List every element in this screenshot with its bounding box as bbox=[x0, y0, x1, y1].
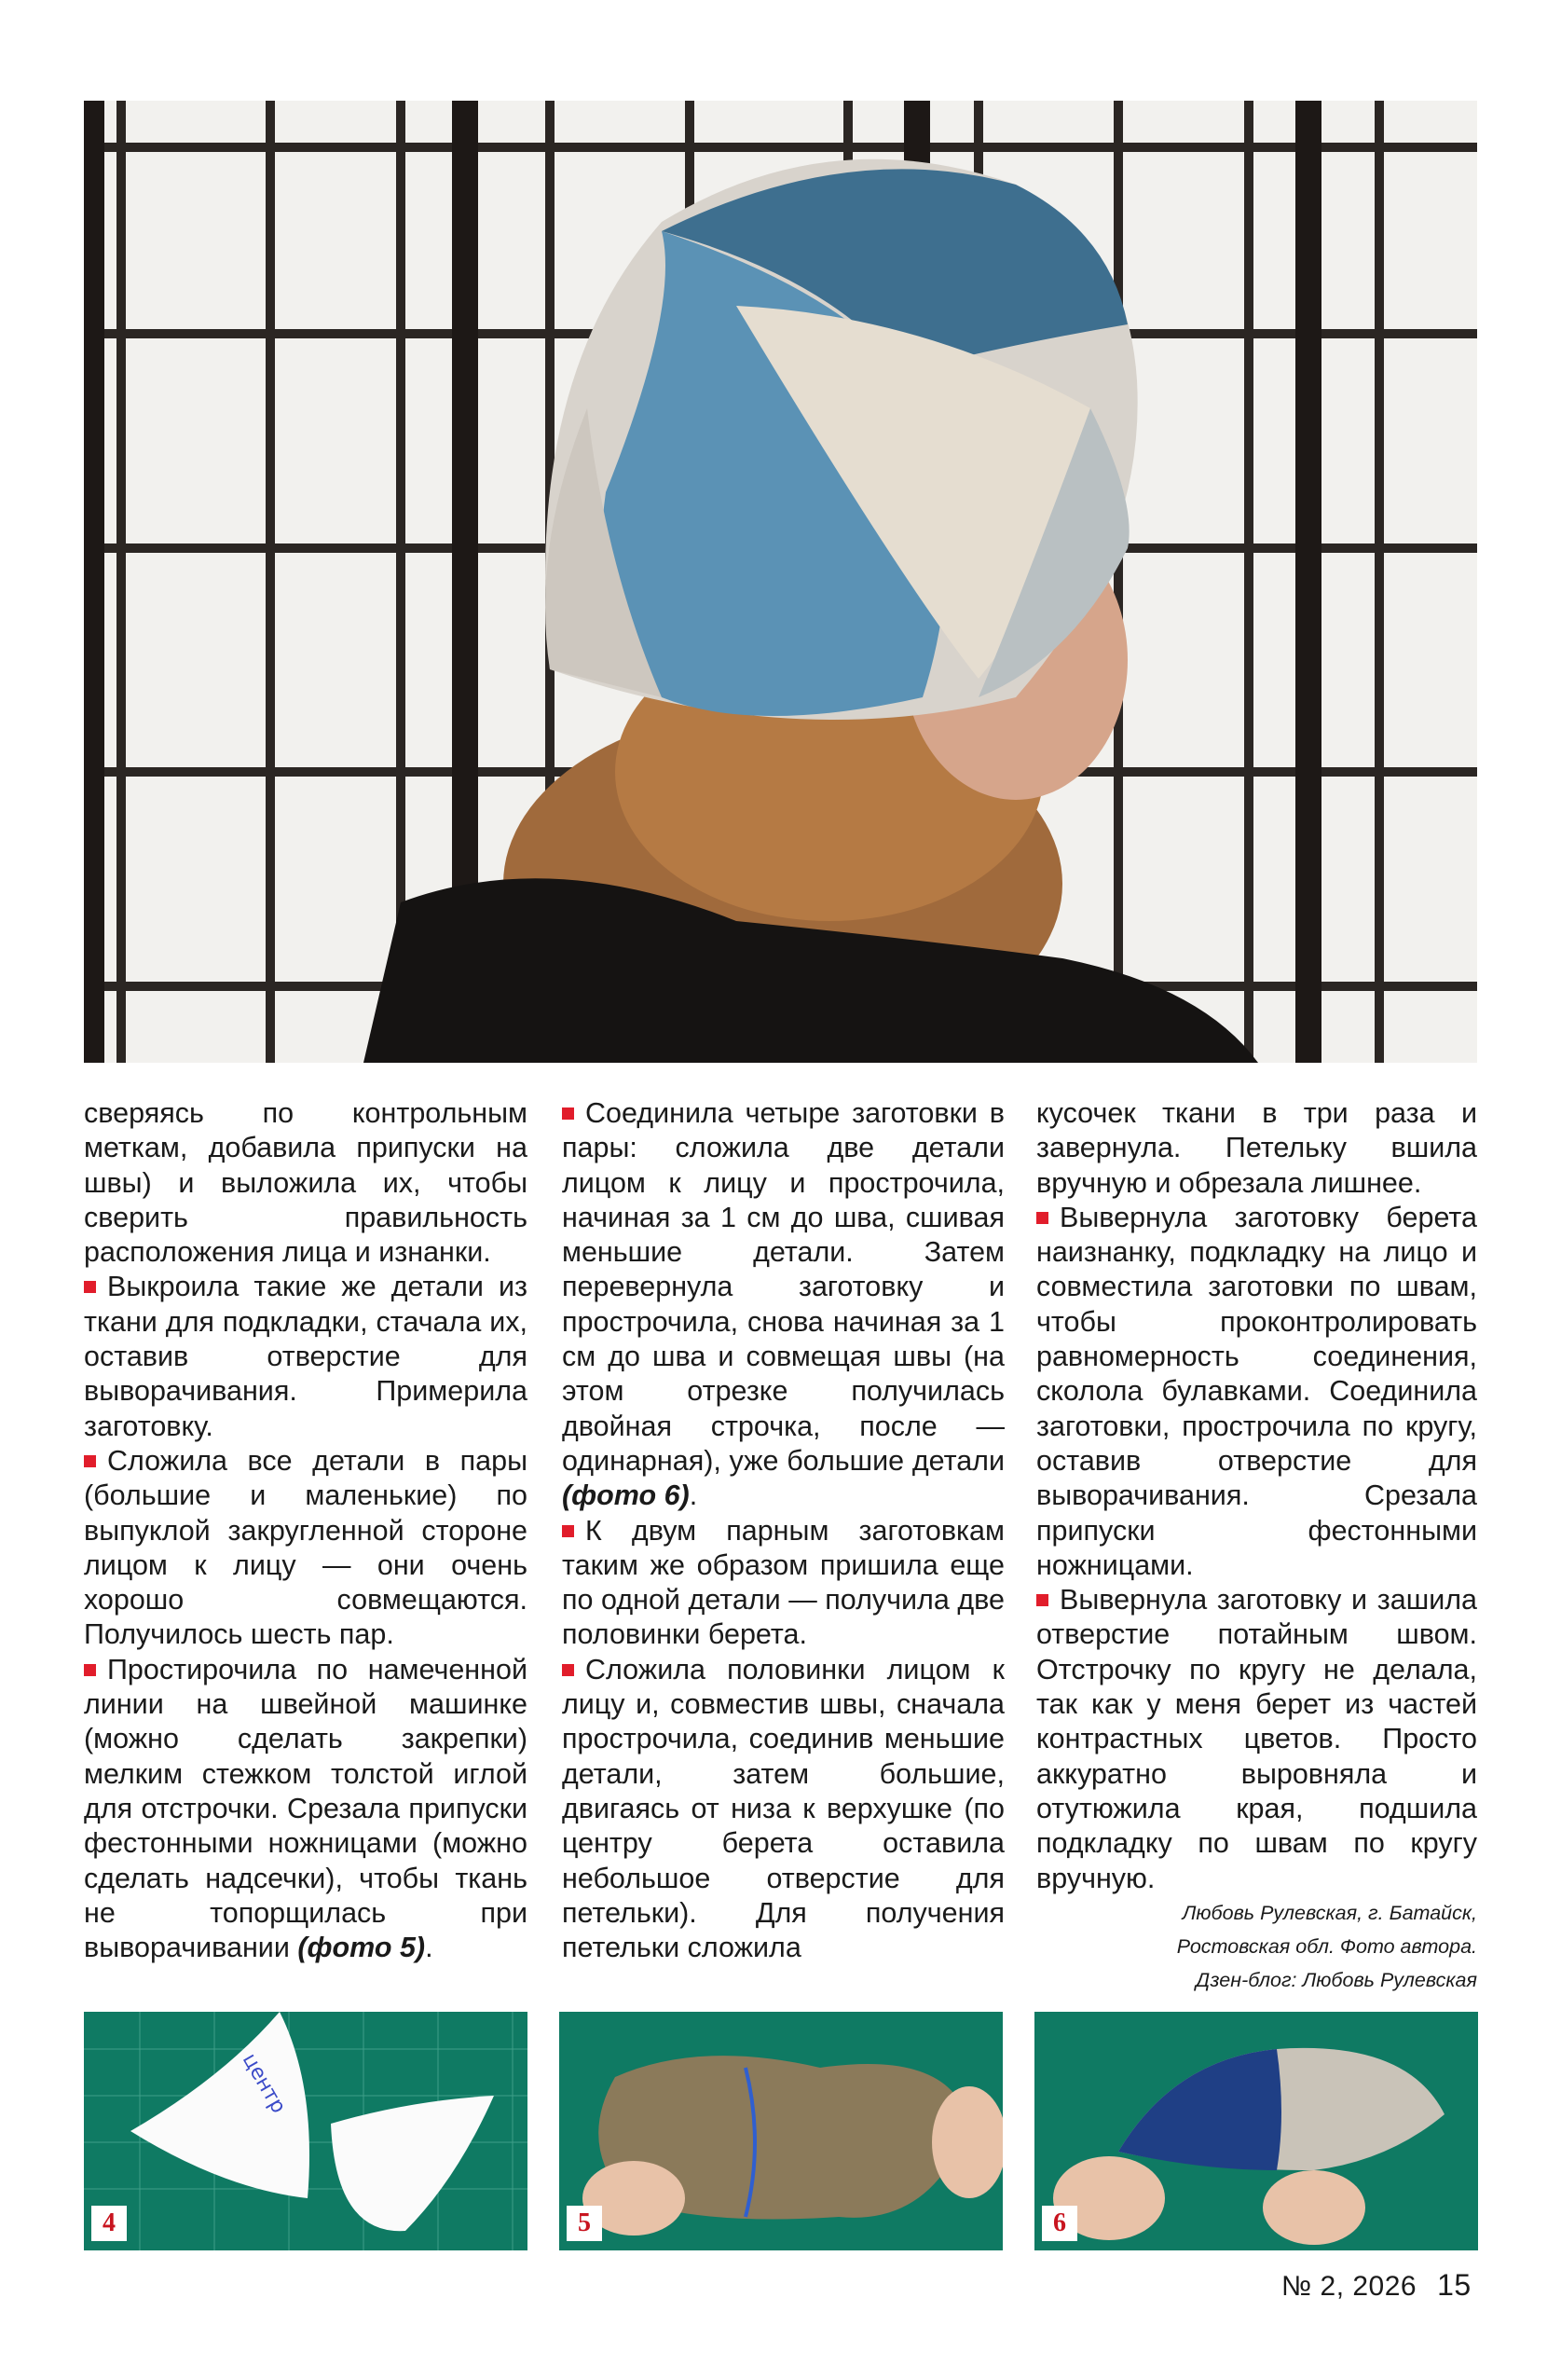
paragraph bbox=[562, 1096, 1005, 1514]
hero-photo bbox=[84, 101, 1477, 1063]
paragraph bbox=[562, 1653, 1005, 1966]
photo-6-illustration bbox=[1034, 2012, 1478, 2250]
photo-reference: (фото 5) bbox=[297, 1932, 426, 1964]
paragraph-end: . bbox=[689, 1479, 698, 1512]
bullet-square-icon bbox=[1036, 1594, 1048, 1606]
paragraph bbox=[1036, 1201, 1477, 1583]
paragraph bbox=[1036, 1583, 1477, 1896]
photo-number-badge: 6 bbox=[1042, 2206, 1077, 2241]
page-number: 15 bbox=[1437, 2268, 1472, 2302]
paragraph bbox=[84, 1653, 527, 1966]
paragraph bbox=[562, 1514, 1005, 1653]
paragraph-text: Соединила четыре заготовки в пары: сложила две детали лицом к лицу и прострочила, начиная за 1 см до шва, сшивая меньшие детали. Затем перевернула заготовку и прострочила, снова начиная за 1 см до шва и совмещая швы (на этом отрезке получилась двойная строчка, после — одинарная), уже большие детали bbox=[562, 1097, 1005, 1477]
photo-number-badge: 5 bbox=[567, 2206, 602, 2241]
credit-line: Любовь Рулевская, г. Батайск, bbox=[1182, 1901, 1477, 1924]
paragraph-text: Сложила половинки лицом к лицу и, совместив швы, сначала прострочила, соединив меньшие детали, затем большие, двигаясь от низа к верхушке (по центру берета оставила небольшое отверстие для петельки). Для получения петельки сложила bbox=[562, 1653, 1005, 1964]
photo-5 bbox=[559, 2012, 1003, 2250]
author-credit bbox=[1036, 1896, 1477, 1997]
paragraph: кусочек ткани в три раза и завернула. Петельку вшила вручную и обрезала лишнее. bbox=[1036, 1097, 1477, 1199]
bullet-square-icon bbox=[1036, 1212, 1048, 1224]
page-footer bbox=[1281, 2268, 1472, 2303]
photo-6 bbox=[1034, 2012, 1478, 2250]
bullet-square-icon bbox=[84, 1455, 96, 1467]
text-column-3 bbox=[1036, 1096, 1477, 1997]
photo-4-illustration bbox=[84, 2012, 527, 2250]
paragraph-text: К двум парным заготовкам таким же образом пришила еще по одной детали — получила две половинки берета. bbox=[562, 1514, 1005, 1651]
bullet-square-icon bbox=[84, 1281, 96, 1293]
paragraph bbox=[84, 1270, 527, 1443]
bullet-square-icon bbox=[84, 1664, 96, 1676]
paragraph-text: Вывернула заготовку и зашила отверстие потайным швом. Отстрочку по кругу не делала, так как у меня берет из частей контрастных цветов. Просто аккуратно выровняла и отутюжила края, подшила подкладку по швам по кругу вручную. bbox=[1036, 1584, 1477, 1894]
bullet-square-icon bbox=[562, 1525, 574, 1537]
paragraph-text: Простирочила по намеченной линии на швейной машинке (можно сделать закрепки) мелким стежком толстой иглой для отстрочки. Срезала припуски фестонными ножницами (можно сделать надсечки), чтобы ткань не топорщилась при выворачивании bbox=[84, 1653, 527, 1964]
paragraph-text: Выкроила такие же детали из ткани для подкладки, стачала их, оставив отверстие для выворачивания. Примерила заготовку. bbox=[84, 1271, 527, 1442]
photo-5-illustration bbox=[559, 2012, 1003, 2250]
paragraph-text: Вывернула заготовку берета наизнанку, подкладку на лицо и совместила заготовки по швам, чтобы проконтролировать равномерность соединения, сколола булавками. Соединила заготовки, прострочила по кругу, оставив отверстие для выворачивания. Срезала припуски фестонными ножницами. bbox=[1036, 1201, 1477, 1581]
text-column-1 bbox=[84, 1096, 527, 1965]
paragraph bbox=[84, 1444, 527, 1653]
issue-number: № 2, 2026 bbox=[1281, 2271, 1417, 2302]
bullet-square-icon bbox=[562, 1107, 574, 1120]
photo-4 bbox=[84, 2012, 527, 2250]
paragraph-end: . bbox=[425, 1932, 433, 1964]
credit-line: Дзен-блог: Любовь Рулевская bbox=[1195, 1968, 1477, 1991]
pattern-note: центр bbox=[237, 2049, 291, 2118]
hero-illustration bbox=[84, 101, 1477, 1063]
photo-reference: (фото 6) bbox=[562, 1479, 690, 1512]
credit-line: Ростовская обл. Фото автора. bbox=[1176, 1934, 1477, 1958]
paragraph-text: Сложила все детали в пары (большие и маленькие) по выпуклой закругленной стороне лицом к лицу — они очень хорошо совмещаются. Получилось шесть пар. bbox=[84, 1444, 527, 1651]
photo-number-badge: 4 bbox=[91, 2206, 127, 2241]
bullet-square-icon bbox=[562, 1664, 574, 1676]
paragraph: сверяясь по контрольным меткам, добавила припуски на швы) и выложила их, чтобы сверить правильность расположения лица и изнанки. bbox=[84, 1097, 527, 1269]
text-column-2 bbox=[562, 1096, 1005, 1965]
